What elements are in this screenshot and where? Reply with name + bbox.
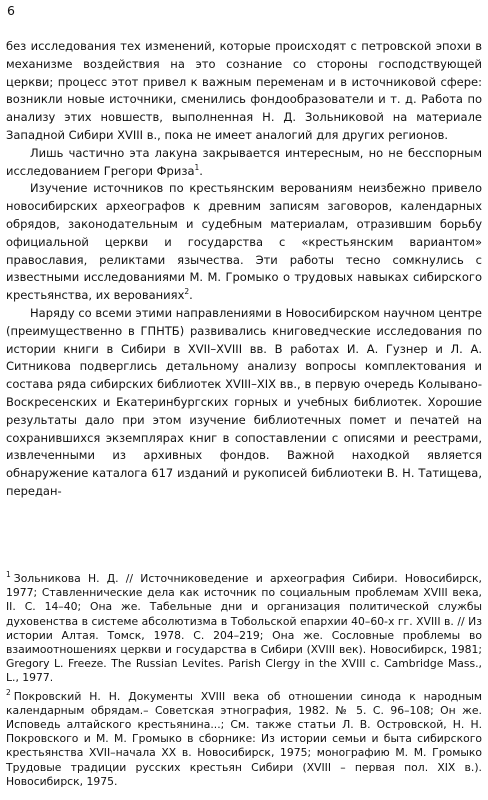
paragraph-2-text: Лишь частично эта лакуна закрывается интересным, но не бесспорным исследованием Грегори Фриза <box>6 145 482 178</box>
footnote-ref-1[interactable]: 1 <box>194 162 200 172</box>
paragraph-1-text: без исследования тех изменений, которые происходят с петровской эпохи в механизме воздействия на это сознание со стороны господствующей церкви; процесс этот привел к важным переменам и в источниковой сфере: возникли новые источники, сменились фондообразователи и т. д. Работа по анализу этих новшеств, выполненная Н. Д. Зольниковой на материале Западной Сибири XVIII в., пока не имеет аналогий для других регионов. <box>6 39 482 142</box>
footnotes <box>6 572 482 789</box>
paragraph-4-text: Наряду со всеми этими направлениями в Новосибирском научном центре (преимущественно в ГПНТБ) развивались книговедческие исследования по истории книги в Сибири в XVII–XVIII вв. В работах И. А. Гузнер и Л. А. Ситникова подверглись детальному анализу вопросы комплектования и состава ряда сибирских библиотек XVIII–XIX вв., в первую очередь Колывано-Воскресенских и Екатеринбургских горных и учебных библиотек. Хорошие результаты дало при этом изучение библиотечных помет и печатей на сохранившихся экземплярах книг в сопоставлении с описями и реестрами, извлеченными из архивных фондов. Важной находкой является обнаружение каталога 617 изданий и рукописей библиотеки В. Н. Татищева, передан- <box>6 305 482 498</box>
paragraph-1 <box>6 38 482 145</box>
footnote-1-text: Зольникова Н. Д. // Источниковедение и археография Сибири. Новосибирск, 1977; Ставленнические дела как источник по социальным проблемам XVIII века, II. С. 14–40; Она же. Табельные дни и организация политической службы духовенства в системе абсолютизма в Тобольской епархии 40–60-х гг. XVIII в. // Из истории Алтая. Томск, 1978. С. 204–219; Она же. Сословные проблемы во взаимоотношениях церкви и государства в Сибири (XVIII век). Новосибирск, 1981; Gregory L. Freeze. The Russian Levites. Parish Clergy in the XVIII c. Cambridge Mass., L., 1977. <box>6 572 482 685</box>
page-number: 6 <box>7 3 15 18</box>
footnote-2-text: Покровский Н. Н. Документы XVIII века об отношении синода к народным календарным обрядам.– Советская этнография, 1982. № 5. С. 96–108; Он же. Исповедь алтайского крестьянина...; См. также статьи Л. В. Островской, Н. Н. Покровского и М. М. Громыко в сборнике: Из истории семьи и быта сибирского крестьянства XVII–начала XX в. Новосибирск, 1975; монографию М. М. Громыко Трудовые традиции русских крестьян Сибири (XVIII – первая пол. XIX в.). Новосибирск, 1975. <box>6 689 482 788</box>
paragraph-2-end: . <box>199 163 203 178</box>
paragraph-4 <box>6 305 482 501</box>
footnote-mark-1: 1 <box>6 570 11 580</box>
footnote-ref-2[interactable]: 2 <box>184 287 190 297</box>
paragraph-3-text: Изучение источников по крестьянским верованиям неизбежно привело новосибирских археографов к древним записям заговоров, календарных обрядов, законодательным и судебным материалам, отразившим борьбу официальной церкви и государства с «крестьянским вариантом» православия, реликтами язычества. Эти работы тесно сомкнулись с известными исследованиями М. М. Громыко о трудовых навыках сибирского крестьянства, их верованиях <box>6 181 482 303</box>
paragraph-3 <box>6 180 482 305</box>
footnote-2 <box>6 690 482 789</box>
footnote-mark-2: 2 <box>6 688 11 698</box>
footnote-1 <box>6 572 482 686</box>
body-text <box>6 38 482 501</box>
paragraph-3-end: . <box>189 288 193 303</box>
paragraph-2 <box>6 145 482 181</box>
